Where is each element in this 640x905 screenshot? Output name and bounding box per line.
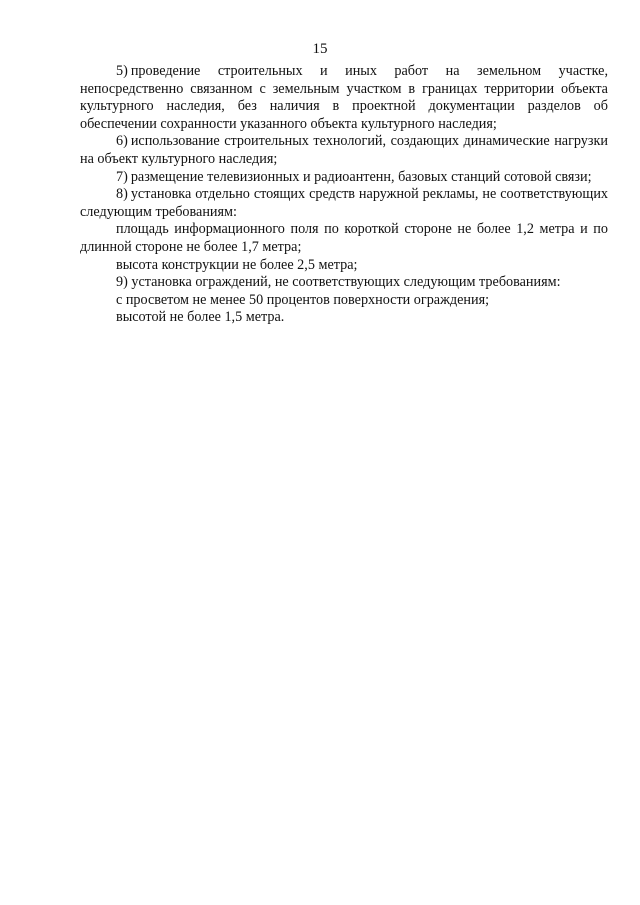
item-number: 7) xyxy=(116,168,128,185)
item-text: площадь информационного поля по короткой стороне не более 1,2 метра и по длинной стороне не более 1,7 метра; xyxy=(80,221,608,255)
requirement-area xyxy=(80,221,608,256)
item-number: 5) xyxy=(116,63,128,79)
item-text: проведение строительных и иных работ на земельном участке, непосредственно связанном с земельным участком в границах территории объекта культурного наследия, без наличия в проектной документации разделов об обеспечении сохранности указанного объекта культурного наследия; xyxy=(80,63,608,132)
item-text: 9) установка ограждений, не соответствующих следующим требованиям: xyxy=(116,274,561,291)
item-text: размещение телевизионных и радиоантенн, базовых станций сотовой связи; xyxy=(130,168,592,185)
page-number: 15 xyxy=(312,41,328,57)
item-number: 8) xyxy=(116,186,128,203)
list-item-7 xyxy=(80,169,608,187)
requirement-clearance xyxy=(80,292,608,310)
list-item-8 xyxy=(80,186,608,221)
item-text: высотой не более 1,5 метра. xyxy=(116,309,285,326)
list-item-5 xyxy=(80,63,608,133)
item-text: с просветом не менее 50 процентов поверхности ограждения; xyxy=(116,291,490,308)
requirement-fence-height xyxy=(80,309,608,327)
item-text: установка отдельно стоящих средств наружной рекламы, не соответствующих следующим требованиям: xyxy=(80,186,608,220)
requirement-height xyxy=(80,257,608,275)
document-body xyxy=(80,63,608,327)
list-item-9 xyxy=(80,274,608,292)
list-item-6 xyxy=(80,133,608,168)
item-number: 6) xyxy=(116,133,128,150)
item-text: высота конструкции не более 2,5 метра; xyxy=(116,256,358,273)
item-text: использование строительных технологий, создающих динамические нагрузки на объект культурного наследия; xyxy=(80,133,608,167)
